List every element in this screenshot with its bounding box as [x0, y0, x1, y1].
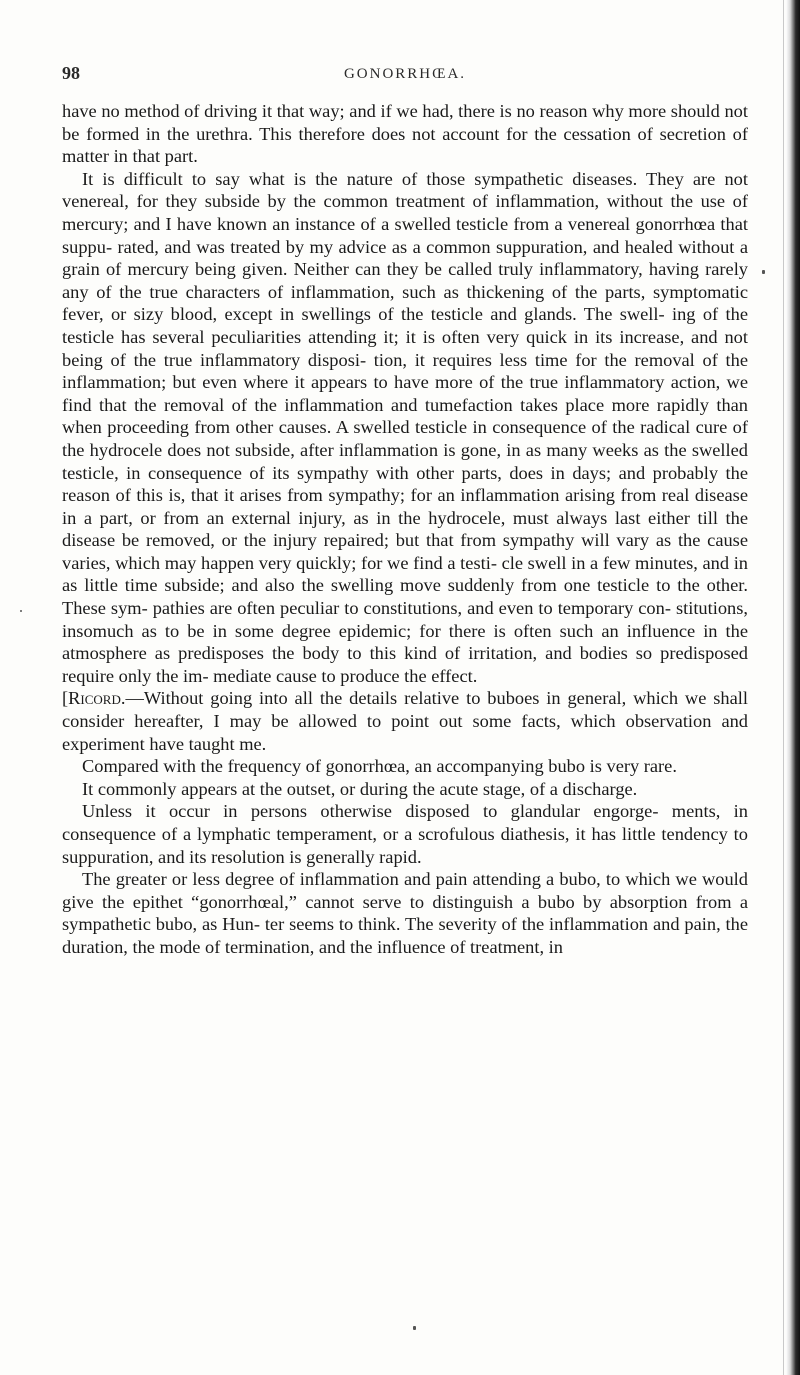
- page-header: [62, 62, 748, 86]
- page-edge-line: [783, 0, 784, 1375]
- margin-speck: [20, 610, 22, 612]
- ricord-name: Ricord: [68, 688, 121, 709]
- page-number: 98: [62, 63, 80, 83]
- paragraph-ricord: [62, 687, 748, 755]
- margin-speck: [762, 270, 765, 274]
- paragraph-1: have no method of driving it that way; and if we had, there is no reason why more should not be formed in the urethra. This therefore does not account for the cessation of secretion of matter in that part.: [62, 101, 748, 167]
- running-head: GONORRHŒA.: [343, 66, 467, 82]
- paragraph-2: It is difficult to say what is the nature of those sympathetic diseases. They are not venereal, for they subside by the common treatment of inflammation, without the use of mercury; and I have known an instance of a swelled testicle from a venereal gonorrhœa that suppu- rated, and was treated by my advice as a common suppuration, and healed without a grain of mercury being given. Neither can they be called truly inflammatory, having rarely any of the true characters of inflammation, such as thickening of the parts, symptomatic fever, or sizy blood, except in swellings of the testicle and glands. The swell- ing of the testicle has several peculiarities attending it; it is often very quick in its increase, and not being of the true inflammatory disposi- tion, it requires less time for the removal of the inflammation; but even where it appears to have more of the true inflammatory action, we find that the removal of the inflammation and tumefaction takes place more rapidly than when proceeding from other causes. A swelled testicle in consequence of the radical cure of the hydrocele does not subside, after inflammation is gone, in as many weeks as the swelled testicle, in consequence of its sympathy with other parts, does in days; and probably the reason of this is, that it arises from sympathy; for an inflammation arising from real disease in a part, or from an external injury, as in the hydrocele, must always last either till the disease be removed, or the injury repaired; but that from sympathy will vary as the cause varies, which may happen very quickly; for we find a testi- cle swell in a few minutes, and in as little time subside; and also the swelling move suddenly from one testicle to the other. These sym- pathies are often peculiar to constitutions, and even to temporary con- stitutions, insomuch as to be in some degree epidemic; for there is often such an influence in the atmosphere as predisposes the body to this kind of irritation, and bodies so predisposed require only the im- mediate cause to produce the effect.: [62, 168, 748, 686]
- paragraph-6: Unless it occur in persons otherwise disposed to glandular engorge- ments, in consequence of a lymphatic temperament, or a scrofulous diathesis, it has little tendency to suppuration, and its resolution is generally rapid.: [62, 801, 748, 867]
- binding-shadow: [786, 0, 800, 1375]
- ricord-bracket: [: [62, 688, 69, 709]
- paragraph-7: The greater or less degree of inflammation and pain attending a bubo, to which we would give the epithet “gonorrhœal,” cannot serve to distinguish a bubo by absorption from a sympathetic bubo, as Hun- ter seems to think. The severity of the inflammation and pain, the duration, the mode of termination, and the influence of treatment, in: [62, 869, 748, 957]
- ricord-text: .—Without going into all the details relative to buboes in general, which we shall consider hereafter, I may be allowed to point out some facts, which observation and experiment have taught me.: [62, 688, 748, 754]
- paragraph-4: Compared with the frequency of gonorrhœa, an accompanying bubo is very rare.: [82, 756, 677, 777]
- margin-speck: [413, 1326, 416, 1330]
- body-text: [62, 100, 748, 959]
- paragraph-5: It commonly appears at the outset, or during the acute stage, of a discharge.: [82, 778, 638, 799]
